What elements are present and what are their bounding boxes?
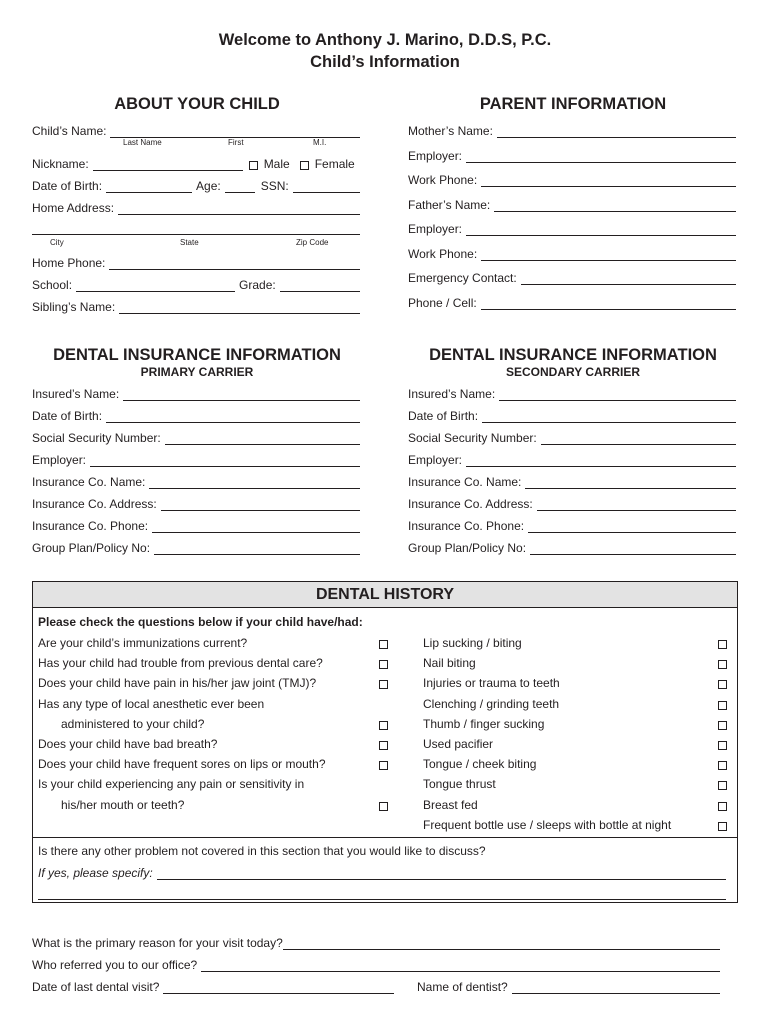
primary-insurance-label: Employer: [32,453,87,467]
emergency-line[interactable] [521,272,736,285]
history-left-checkbox[interactable] [379,802,388,811]
employer1-label: Employer: [408,149,463,163]
secondary-insurance-line[interactable] [528,520,736,533]
sibling-label: Sibling’s Name: [32,300,116,314]
secondary-insurance-label: Employer: [408,453,463,467]
specify-label: If yes, please specify: [38,866,153,880]
secondary-insurance-label: Insured’s Name: [408,387,496,401]
parent-info-heading: PARENT INFORMATION [479,95,667,113]
home-phone-field [32,256,360,270]
history-right-question: Nail biting [423,656,476,671]
female-checkbox[interactable] [300,161,309,170]
city-state-zip-line[interactable] [32,222,360,235]
nickname-field [32,157,360,171]
secondary-insurance-row [408,497,736,511]
history-left-question: Does your child have pain in his/her jaw joint (TMJ)? [38,676,317,691]
secondary-insurance-line[interactable] [466,454,736,467]
secondary-insurance-row [408,519,736,533]
about-child-heading: ABOUT YOUR CHILD [114,95,280,113]
ssn-line[interactable] [293,180,360,193]
history-right-question: Clenching / grinding teeth [423,696,560,711]
sub-city: City [50,238,64,247]
secondary-insurance-row [408,409,736,423]
male-checkbox[interactable] [249,161,258,170]
history-left-question: his/her mouth or teeth? [61,797,185,812]
primary-insurance-row [32,497,360,511]
history-right-checkbox[interactable] [718,721,727,730]
age-label: Age: [196,179,221,193]
child-name-line[interactable] [110,125,360,138]
primary-insurance-row [32,409,360,423]
dentist-line[interactable] [512,981,720,994]
last-visit-field [32,980,394,994]
specify-field-line2 [38,887,726,900]
form-title: Welcome to Anthony J. Marino, D.D.S, P.C. [218,31,552,49]
nickname-line[interactable] [93,158,243,171]
primary-insurance-line[interactable] [106,410,360,423]
primary-insurance-row [32,475,360,489]
secondary-insurance-row [408,453,736,467]
reason-line[interactable] [283,937,720,950]
form-subtitle: Child’s Information [310,53,460,71]
primary-insurance-label: Insurance Co. Name: [32,475,146,489]
home-address-line2 [32,222,360,235]
primary-insurance-label: Insurance Co. Phone: [32,519,149,533]
emergency-field [408,271,736,285]
history-left-question: administered to your child? [61,716,205,731]
history-left-question: Are your child’s immunizations current? [38,636,248,650]
age-line[interactable] [225,180,255,193]
dentist-label: Name of dentist? [417,980,508,994]
history-right-checkbox[interactable] [718,802,727,811]
history-left-question: Has any type of local anesthetic ever been [38,696,265,711]
insurance-heading-secondary: DENTAL INSURANCE INFORMATION [429,346,717,364]
home-address-label: Home Address: [32,201,115,215]
school-line[interactable] [76,279,235,292]
employer2-line[interactable] [466,223,736,236]
history-left-checkbox[interactable] [379,721,388,730]
history-separator [33,837,737,838]
father-line[interactable] [494,199,736,212]
secondary-insurance-line[interactable] [525,476,736,489]
home-address-field [32,201,360,215]
specify-field [38,866,726,880]
history-right-checkbox[interactable] [718,761,727,770]
sub-state: State [180,238,199,247]
history-left-checkbox[interactable] [379,741,388,750]
grade-line[interactable] [280,279,360,292]
male-label: Male [263,157,290,171]
primary-insurance-line[interactable] [161,498,360,511]
child-name-field [32,124,360,138]
cell-label: Phone / Cell: [408,296,477,310]
history-left-question: Has your child had trouble from previous dental care? [38,656,323,671]
employer1-line[interactable] [466,150,736,163]
primary-insurance-label: Insured’s Name: [32,387,120,401]
dentist-field [417,980,720,994]
secondary-insurance-row [408,387,736,401]
history-right-question: Used pacifier [423,737,494,751]
secondary-insurance-row [408,475,736,489]
primary-insurance-line[interactable] [154,542,360,555]
referred-field [32,958,720,972]
secondary-insurance-label: Insurance Co. Name: [408,475,522,489]
primary-insurance-row [32,387,360,401]
work1-field [408,173,736,187]
primary-insurance-label: Group Plan/Policy No: [32,541,151,555]
school-label: School: [32,278,73,292]
other-problem-question: Is there any other problem not covered in this section that you would like to discuss? [38,844,486,858]
cell-line[interactable] [481,297,736,310]
history-left-checkbox[interactable] [379,660,388,669]
secondary-insurance-label: Social Security Number: [408,431,537,445]
work2-label: Work Phone: [408,247,478,261]
grade-label: Grade: [239,278,276,292]
history-left-checkbox[interactable] [379,761,388,770]
history-right-question: Tongue / cheek biting [423,757,537,772]
home-phone-label: Home Phone: [32,256,106,270]
history-right-checkbox[interactable] [718,701,727,710]
specify-line-2[interactable] [38,887,726,900]
employer2-field [408,222,736,236]
sub-mi: M.I. [313,138,327,147]
primary-insurance-line[interactable] [123,388,360,401]
sibling-line[interactable] [119,301,360,314]
history-right-question: Thumb / finger sucking [423,716,545,731]
primary-insurance-row [32,431,360,445]
secondary-insurance-line[interactable] [482,410,736,423]
mother-field [408,124,736,138]
work1-label: Work Phone: [408,173,478,187]
primary-insurance-line[interactable] [149,476,360,489]
primary-insurance-row [32,541,360,555]
dob-label: Date of Birth: [32,179,103,193]
nickname-label: Nickname: [32,157,89,171]
history-left-question: Is your child experiencing any pain or sensitivity in [38,777,305,792]
primary-insurance-line[interactable] [152,520,360,533]
history-right-question: Lip sucking / biting [423,636,522,650]
last-visit-label: Date of last dental visit? [32,980,160,994]
history-left-checkbox[interactable] [379,680,388,689]
referred-line[interactable] [201,959,720,972]
mother-line[interactable] [497,125,736,138]
father-label: Father’s Name: [408,198,491,212]
reason-field [32,936,720,950]
insurance-heading-primary: DENTAL INSURANCE INFORMATION [53,346,341,364]
secondary-insurance-line[interactable] [541,432,736,445]
history-prompt: Please check the questions below if your child have/had: [38,615,363,629]
last-visit-line[interactable] [163,981,394,994]
cell-field [408,296,736,310]
specify-line[interactable] [157,867,726,880]
secondary-insurance-line[interactable] [530,542,736,555]
school-grade-field [32,278,360,292]
secondary-insurance-label: Date of Birth: [408,409,479,423]
primary-insurance-line[interactable] [90,454,360,467]
home-phone-line[interactable] [109,257,360,270]
history-right-question: Tongue thrust [423,777,496,792]
dob-age-ssn-field [32,179,360,193]
secondary-insurance-line[interactable] [499,388,736,401]
dob-line[interactable] [106,180,192,193]
employer2-label: Employer: [408,222,463,236]
history-right-checkbox[interactable] [718,640,727,649]
history-right-checkbox[interactable] [718,781,727,790]
sub-last-name: Last Name [123,138,162,147]
secondary-insurance-line[interactable] [537,498,736,511]
ssn-label: SSN: [260,179,289,193]
child-name-label: Child’s Name: [32,124,107,138]
emergency-label: Emergency Contact: [408,271,517,285]
secondary-insurance-row [408,431,736,445]
sub-first-name: First [228,138,244,147]
secondary-carrier-heading: SECONDARY CARRIER [505,365,640,379]
primary-insurance-label: Date of Birth: [32,409,103,423]
primary-insurance-line[interactable] [165,432,360,445]
secondary-insurance-row [408,541,736,555]
employer1-field [408,149,736,163]
home-address-line[interactable] [118,202,360,215]
dental-history-heading: DENTAL HISTORY [33,582,737,608]
work2-field [408,247,736,261]
sibling-field [32,300,360,314]
primary-insurance-label: Insurance Co. Address: [32,497,157,511]
father-field [408,198,736,212]
secondary-insurance-label: Insurance Co. Phone: [408,519,525,533]
primary-insurance-label: Social Security Number: [32,431,161,445]
work2-line[interactable] [481,248,736,261]
history-right-checkbox[interactable] [718,822,727,831]
primary-carrier-heading: PRIMARY CARRIER [140,365,254,379]
sub-zip: Zip Code [296,238,329,247]
history-right-checkbox[interactable] [718,660,727,669]
reason-label: What is the primary reason for your visit today? [32,936,283,950]
history-left-checkbox[interactable] [379,640,388,649]
mother-label: Mother’s Name: [408,124,493,138]
dental-history-box [32,581,738,903]
history-right-question: Frequent bottle use / sleeps with bottle at night [423,817,672,832]
primary-insurance-row [32,519,360,533]
history-right-question: Breast fed [423,797,478,812]
history-left-question: Does your child have bad breath? [38,737,218,751]
history-right-question: Injuries or trauma to teeth [423,676,560,691]
history-left-question: Does your child have frequent sores on lips or mouth? [38,757,326,772]
secondary-insurance-label: Group Plan/Policy No: [408,541,527,555]
history-right-checkbox[interactable] [718,680,727,689]
referred-label: Who referred you to our office? [32,958,198,972]
work1-line[interactable] [481,174,736,187]
primary-insurance-row [32,453,360,467]
history-right-checkbox[interactable] [718,741,727,750]
female-label: Female [314,157,355,171]
secondary-insurance-label: Insurance Co. Address: [408,497,533,511]
